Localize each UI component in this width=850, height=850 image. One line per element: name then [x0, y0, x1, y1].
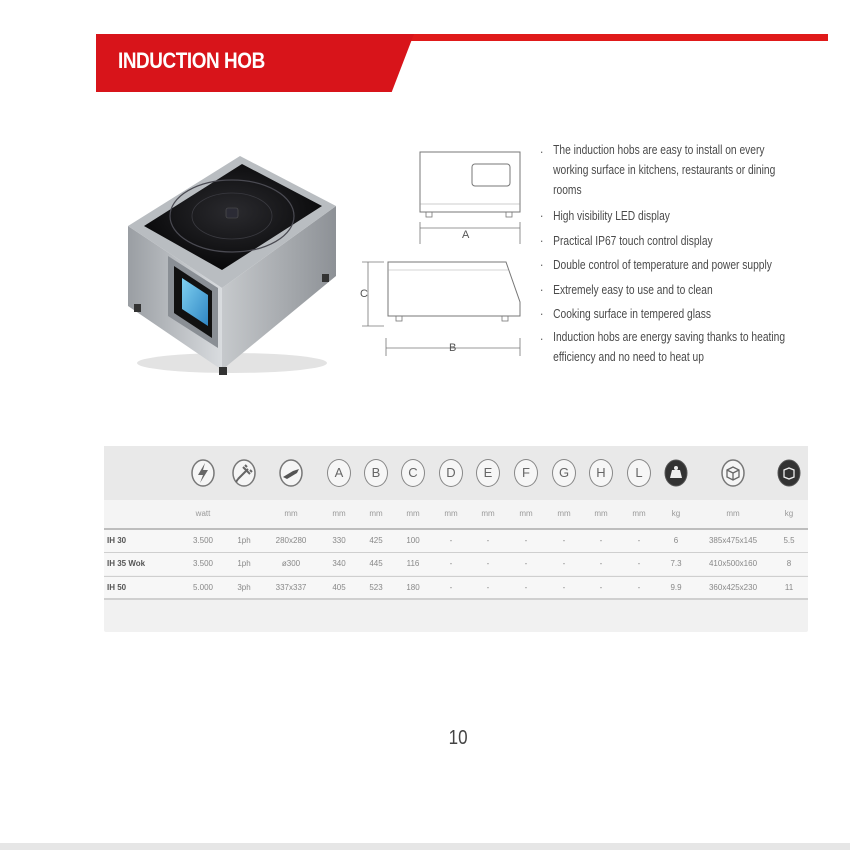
table-cell: -	[486, 559, 490, 568]
model-name: IH 30	[107, 536, 127, 545]
table-cell: 11	[784, 583, 794, 592]
feature-item	[540, 327, 832, 367]
table-cell: 3.500	[192, 536, 214, 545]
spec-table	[104, 446, 808, 632]
weight-icon	[661, 458, 691, 488]
feature-text: · The induction hobs are easy to install on every working surface in kitchens, restaurants or dining rooms	[553, 143, 776, 197]
table-cell: -	[562, 559, 566, 568]
unit-label: mm	[726, 509, 740, 518]
table-row	[104, 552, 808, 575]
dimension-f-icon: F	[514, 459, 538, 487]
table-cell: 5.000	[192, 583, 214, 592]
table-cell: -	[449, 583, 453, 592]
dimension-d-icon: D	[439, 459, 463, 487]
unit-label: mm	[519, 509, 533, 518]
feature-item: · High visibility LED display	[540, 204, 832, 229]
table-row	[104, 576, 808, 599]
unit-label: mm	[444, 509, 458, 518]
unit-label: kg	[671, 509, 681, 518]
feature-item: · Practical IP67 touch control display	[540, 229, 832, 254]
table-cell: -	[599, 536, 603, 545]
table-cell: -	[637, 536, 641, 545]
table-cell: 337x337	[275, 583, 307, 592]
table-cell: 445	[369, 559, 383, 568]
unit-label: mm	[369, 509, 383, 518]
package-weight-icon	[774, 458, 804, 488]
unit-label: kg	[784, 509, 794, 518]
power-icon	[188, 458, 218, 488]
pan-icon	[276, 458, 306, 488]
feature-item: · Extremely easy to use and to clean	[540, 278, 832, 303]
table-cell: -	[599, 559, 603, 568]
table-cell: 8	[786, 559, 792, 568]
table-cell: 7.3	[670, 559, 682, 568]
dimension-label-c: C	[360, 288, 368, 300]
bottom-strip	[0, 843, 850, 850]
feature-item: · Cooking surface in tempered glass	[540, 302, 832, 327]
table-cell: 425	[369, 536, 383, 545]
unit-row	[104, 500, 808, 528]
table-cell: 100	[406, 536, 420, 545]
table-cell: -	[524, 559, 528, 568]
dimension-label-a: A	[462, 229, 470, 241]
dimension-h-icon: H	[589, 459, 613, 487]
dimension-b-icon: B	[364, 459, 388, 487]
table-cell: 405	[332, 583, 346, 592]
unit-label: mm	[284, 509, 298, 518]
table-cell: 6	[673, 536, 679, 545]
table-cell: -	[599, 583, 603, 592]
unit-label: mm	[481, 509, 495, 518]
model-name: IH 50	[107, 583, 127, 592]
feature-list	[540, 140, 820, 367]
table-cell: 360x425x230	[708, 583, 758, 592]
side-view-drawing	[356, 254, 528, 364]
unit-label: watt	[195, 509, 211, 518]
table-cell: ø300	[281, 559, 301, 568]
table-cell: 523	[369, 583, 383, 592]
header-rule	[360, 34, 828, 41]
front-view-drawing	[414, 148, 526, 248]
unit-label: mm	[594, 509, 608, 518]
dimension-e-icon: E	[476, 459, 500, 487]
table-cell: -	[524, 536, 528, 545]
table-cell: -	[486, 536, 490, 545]
unit-label: mm	[632, 509, 646, 518]
table-cell: 340	[332, 559, 346, 568]
table-cell: -	[449, 536, 453, 545]
model-name: IH 35 Wok	[107, 559, 146, 568]
page-number: 10	[448, 727, 468, 749]
table-cell: 330	[332, 536, 346, 545]
table-bottom-rule	[104, 598, 808, 600]
feature-item: · Double control of temperature and power supply	[540, 253, 832, 278]
table-cell: -	[637, 559, 641, 568]
dimension-g-icon: G	[552, 459, 576, 487]
table-cell: -	[486, 583, 490, 592]
table-cell: -	[562, 583, 566, 592]
table-cell: 3.500	[192, 559, 214, 568]
dimension-label-b: B	[449, 342, 457, 354]
table-cell: 116	[406, 559, 420, 568]
table-cell: 1ph	[237, 536, 251, 545]
box-icon	[718, 458, 748, 488]
unit-label: mm	[332, 509, 346, 518]
page-title: INDUCTION HOB	[118, 48, 265, 73]
unit-label: mm	[557, 509, 571, 518]
feature-item	[540, 140, 832, 200]
table-row	[104, 528, 808, 552]
table-cell: -	[449, 559, 453, 568]
table-cell: 5.5	[783, 536, 795, 545]
unit-label: mm	[406, 509, 420, 518]
table-cell: 410x500x160	[708, 559, 758, 568]
table-cell: 280x280	[275, 536, 307, 545]
feature-text: · Induction hobs are energy saving thanks to heating efficiency and no need to heat up	[553, 329, 786, 364]
induction-hob-image	[122, 148, 348, 378]
plug-icon	[229, 458, 259, 488]
table-cell: 385x475x145	[708, 536, 758, 545]
table-cell: 9.9	[670, 583, 682, 592]
table-cell: -	[562, 536, 566, 545]
table-cell: 3ph	[237, 583, 251, 592]
dimension-a-icon: A	[327, 459, 351, 487]
dimension-c-icon: C	[401, 459, 425, 487]
table-cell: -	[524, 583, 528, 592]
dimension-l-icon: L	[627, 459, 651, 487]
table-cell: 1ph	[237, 559, 251, 568]
table-cell: 180	[406, 583, 420, 592]
icon-header-row	[104, 446, 808, 500]
table-cell: -	[637, 583, 641, 592]
